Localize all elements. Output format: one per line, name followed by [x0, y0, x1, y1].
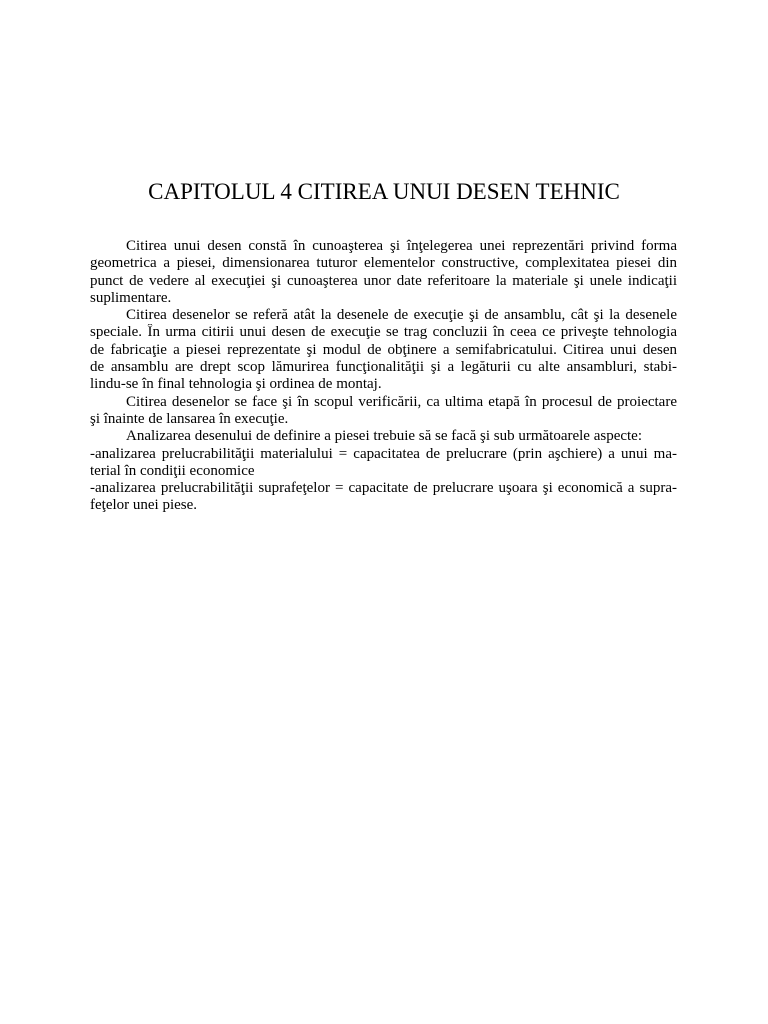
text-line: Citirea desenelor se face şi în scopul verificării, ca ultima etapă în procesul de proiectare — [126, 393, 677, 410]
text-line: punct de vedere al execuţiei şi cunoaşterea unor date referitoare la materiale şi unele indicaţii — [90, 272, 677, 289]
text-line: suplimentare. — [90, 289, 172, 306]
chapter-title: CAPITOLUL 4 CITIREA UNUI DESEN TEHNIC — [148, 179, 620, 204]
text-line: speciale. În urma citirii unui desen de execuţie se trag concluzii în ceea ce priveşte tehnologia — [90, 324, 677, 341]
text-line: Citirea desenelor se referă atât la desenele de execuţie şi de ansamblu, cât şi la desenele — [126, 307, 677, 324]
text-line: lindu-se în final tehnologia şi ordinea de montaj. — [90, 376, 382, 393]
text-line: feţelor unei piese. — [90, 497, 198, 514]
text-line: de ansamblu are drept scop lămurirea funcţionalităţii şi a legăturii cu alte ansambluri, stabi- — [90, 359, 677, 376]
text-line: -analizarea prelucrabilităţii materialului = capacitatea de prelucrare (prin aşchiere) a unui ma- — [90, 445, 677, 462]
text-line: şi înainte de lansarea în execuţie. — [90, 410, 289, 427]
text-line: Citirea unui desen constă în cunoaşterea şi înţelegerea unei reprezentări privind forma — [126, 238, 677, 254]
text-line: de fabricaţie a piesei reprezentate şi modul de obţinere a semifabricatului. Citirea unui desen — [90, 341, 677, 358]
text-line: geometrica a piesei, dimensionarea tuturor elementelor constructive, complexitatea piesei din — [90, 255, 677, 272]
body-text — [90, 238, 677, 515]
text-line: terial în condiţii economice — [90, 462, 255, 479]
text-line: Analizarea desenului de definire a piesei trebuie să se facă şi sub următoarele aspecte: — [126, 428, 643, 445]
text-line: -analizarea prelucrabilităţii suprafeţelor = capacitate de prelucrare uşoara şi economică a supra- — [90, 480, 677, 497]
